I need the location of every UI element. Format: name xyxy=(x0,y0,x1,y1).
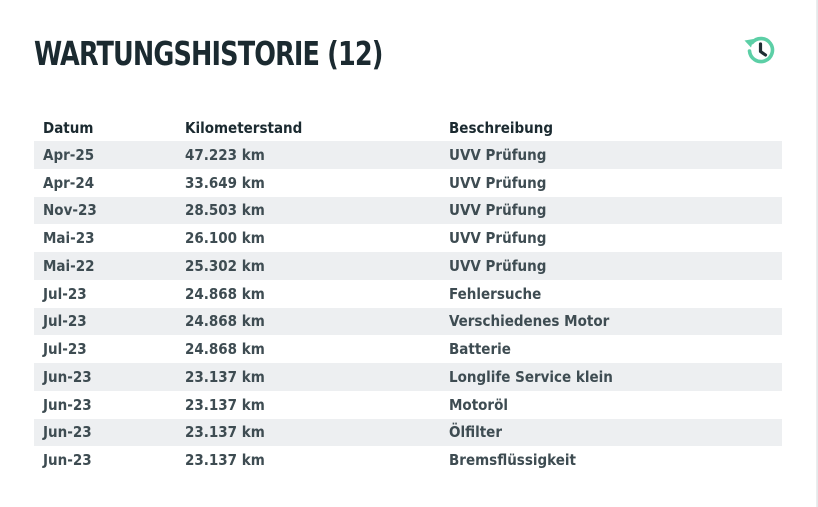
cell-mileage: 33.649 km xyxy=(176,169,440,197)
table-row[interactable] xyxy=(34,280,782,308)
table-row[interactable] xyxy=(34,252,782,280)
table-header-row xyxy=(34,114,782,141)
table-row[interactable] xyxy=(34,141,782,169)
cell-date: Jul-23 xyxy=(34,280,176,308)
cell-description: Longlife Service klein xyxy=(440,363,782,391)
cell-date: Jul-23 xyxy=(34,335,176,363)
table-row[interactable] xyxy=(34,363,782,391)
cell-mileage: 24.868 km xyxy=(176,308,440,336)
cell-description: Batterie xyxy=(440,335,782,363)
cell-mileage: 23.137 km xyxy=(176,446,440,474)
cell-mileage: 28.503 km xyxy=(176,197,440,225)
cell-date: Jul-23 xyxy=(34,308,176,336)
cell-date: Jun-23 xyxy=(34,419,176,447)
table-row[interactable] xyxy=(34,335,782,363)
cell-mileage: 23.137 km xyxy=(176,391,440,419)
cell-description: Fehlersuche xyxy=(440,280,782,308)
column-header-description[interactable]: Beschreibung xyxy=(449,118,554,137)
page-title: WARTUNGSHISTORIE (12) xyxy=(34,34,383,73)
cell-mileage: 23.137 km xyxy=(176,363,440,391)
history-table xyxy=(34,114,782,474)
cell-description: UVV Prüfung xyxy=(440,197,782,225)
cell-date: Apr-25 xyxy=(34,141,176,169)
table-row[interactable] xyxy=(34,391,782,419)
table-row[interactable] xyxy=(34,419,782,447)
cell-mileage: 47.223 km xyxy=(176,141,440,169)
cell-date: Apr-24 xyxy=(34,169,176,197)
column-header-date[interactable]: Datum xyxy=(43,118,94,137)
cell-description: Verschiedenes Motor xyxy=(440,308,782,336)
cell-description: Ölfilter xyxy=(440,419,782,447)
table-row[interactable] xyxy=(34,197,782,225)
cell-date: Mai-23 xyxy=(34,224,176,252)
cell-description: UVV Prüfung xyxy=(440,169,782,197)
cell-description: Bremsflüssigkeit xyxy=(440,446,782,474)
cell-date: Jun-23 xyxy=(34,363,176,391)
cell-description: UVV Prüfung xyxy=(440,141,782,169)
cell-mileage: 26.100 km xyxy=(176,224,440,252)
cell-mileage: 23.137 km xyxy=(176,419,440,447)
cell-description: UVV Prüfung xyxy=(440,224,782,252)
cell-date: Nov-23 xyxy=(34,197,176,225)
table-row[interactable] xyxy=(34,169,782,197)
history-icon[interactable] xyxy=(740,30,780,70)
column-header-mileage[interactable]: Kilometerstand xyxy=(185,118,303,137)
cell-mileage: 24.868 km xyxy=(176,335,440,363)
cell-mileage: 24.868 km xyxy=(176,280,440,308)
cell-date: Jun-23 xyxy=(34,446,176,474)
cell-date: Mai-22 xyxy=(34,252,176,280)
table-row[interactable] xyxy=(34,224,782,252)
cell-date: Jun-23 xyxy=(34,391,176,419)
table-row[interactable] xyxy=(34,446,782,474)
cell-description: Motoröl xyxy=(440,391,782,419)
table-row[interactable] xyxy=(34,308,782,336)
cell-mileage: 25.302 km xyxy=(176,252,440,280)
cell-description: UVV Prüfung xyxy=(440,252,782,280)
